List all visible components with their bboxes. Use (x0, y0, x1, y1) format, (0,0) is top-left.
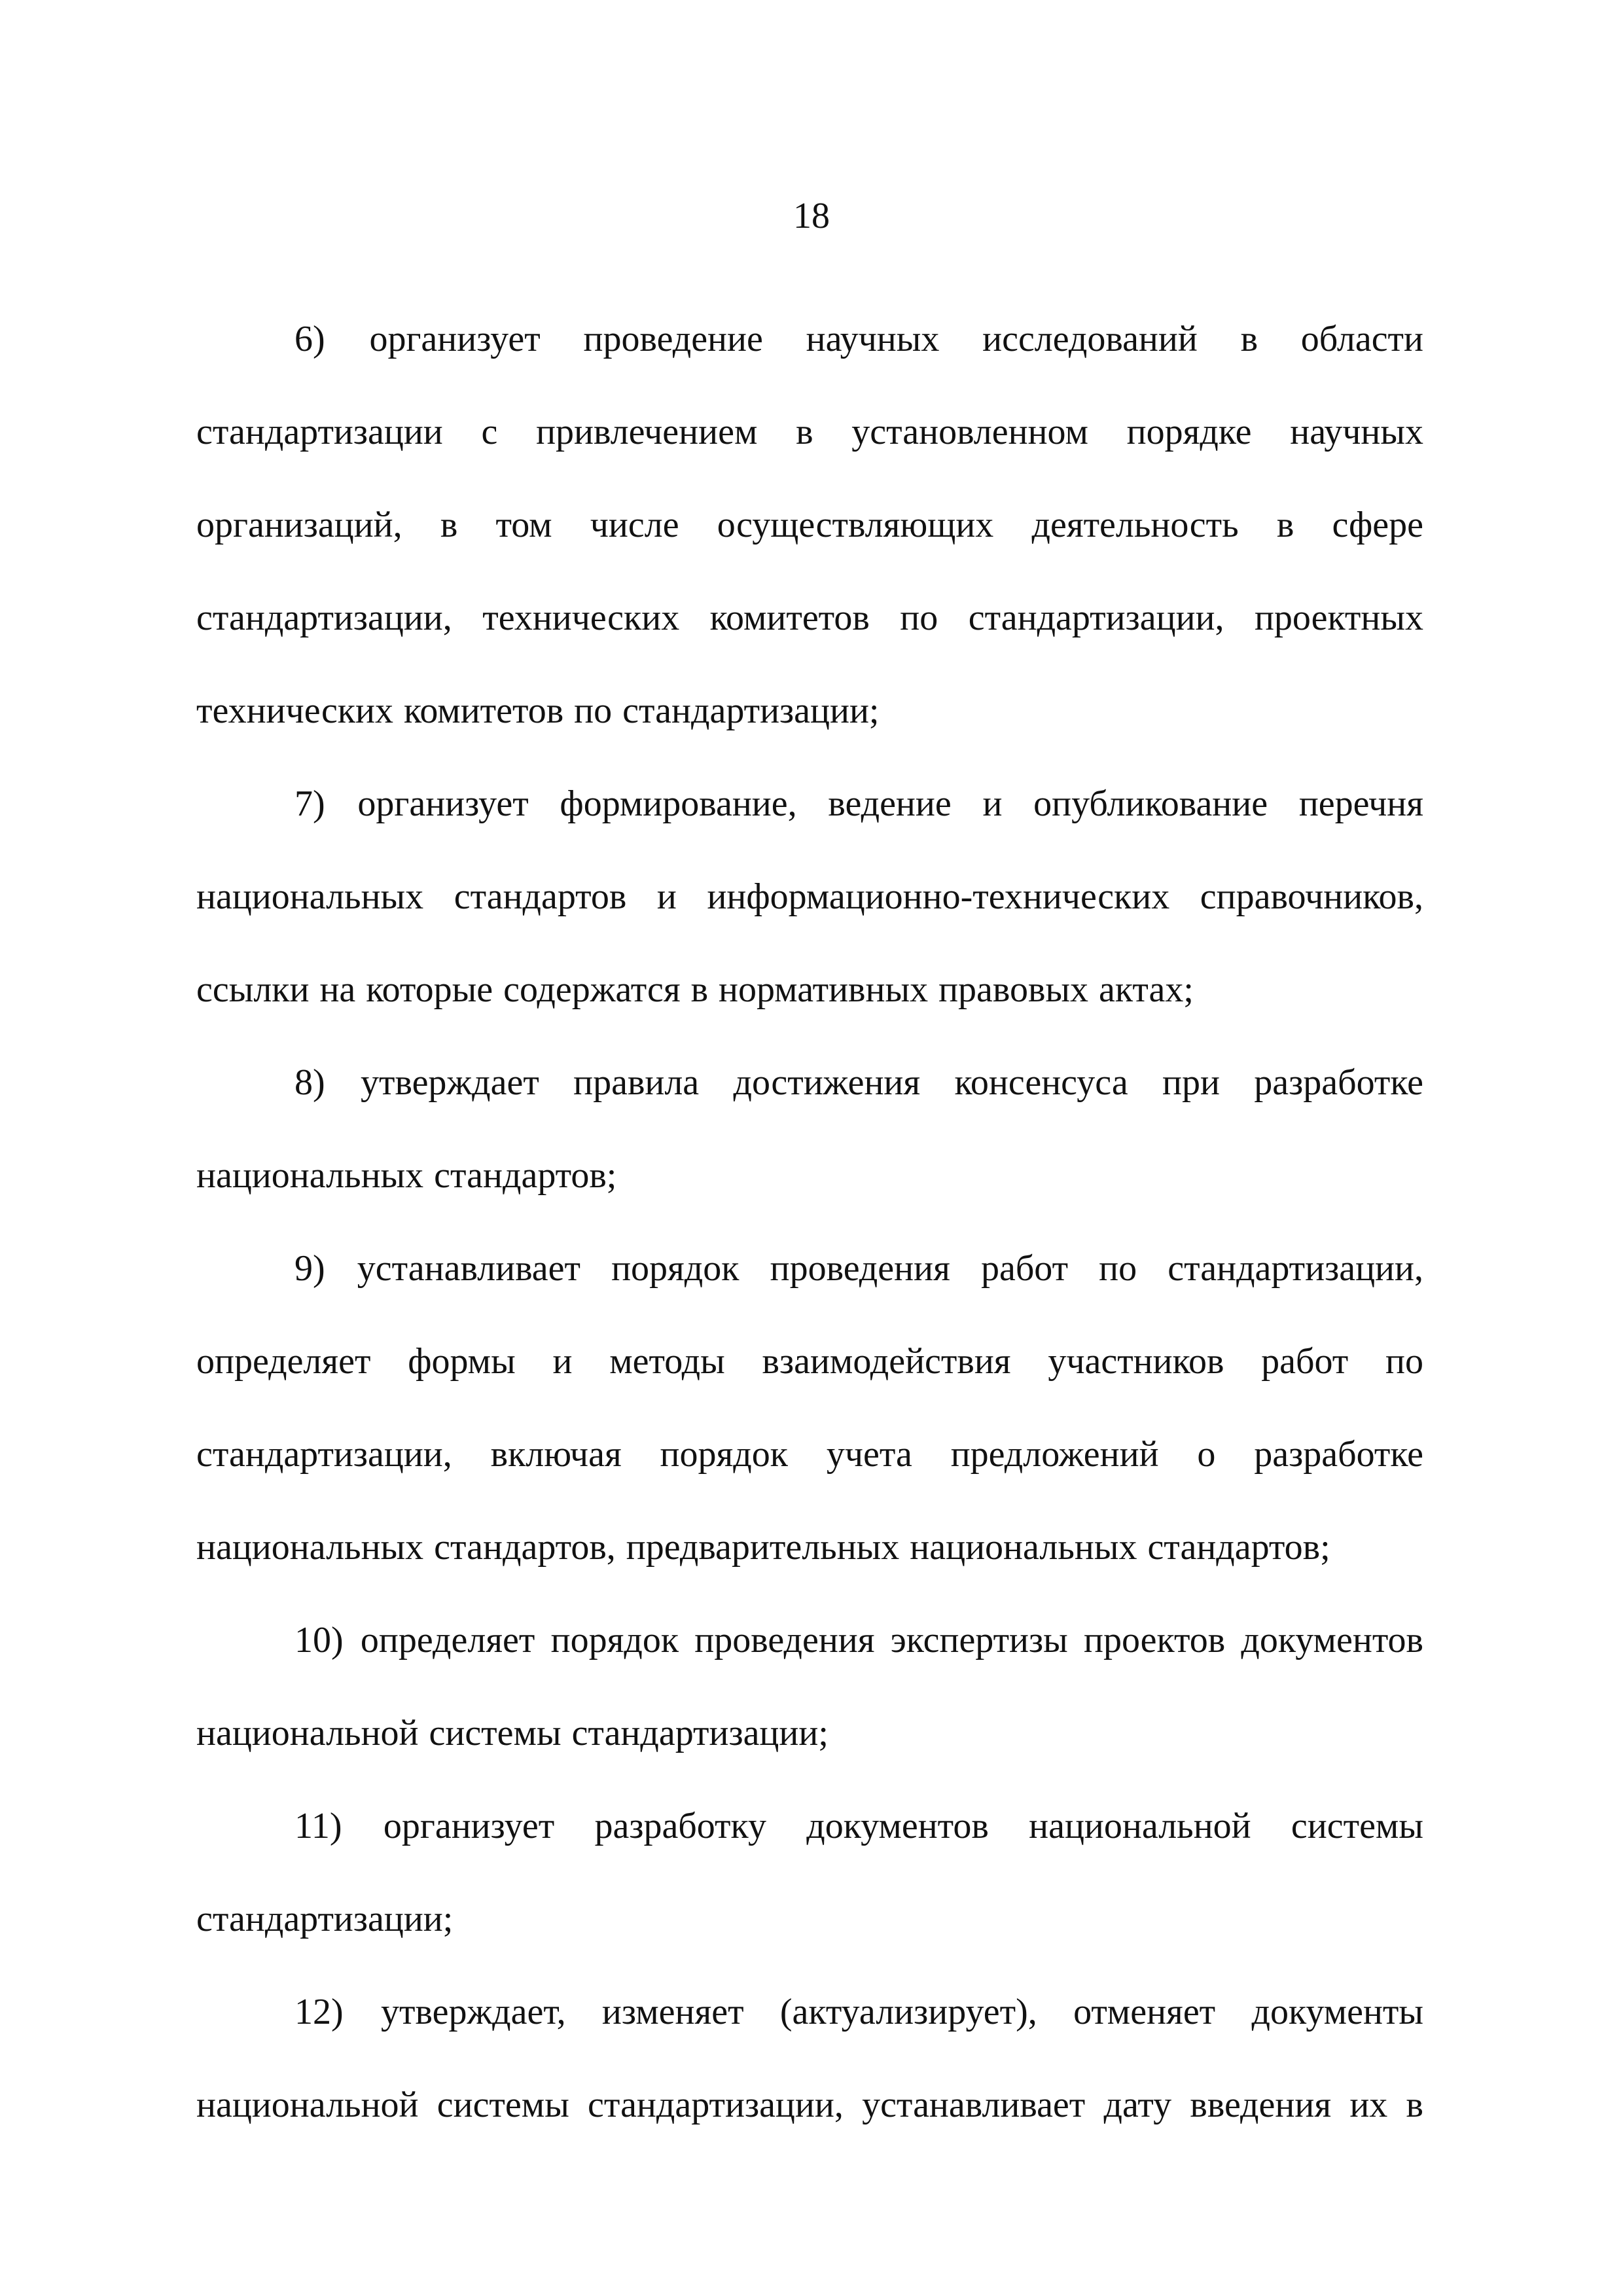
list-item-12 (196, 1965, 1423, 2151)
item-text: определяет порядок проведения экспертизы проектов документов национальной системы стандартизации; (196, 1620, 1423, 1753)
item-number: 12) (294, 1992, 344, 2032)
item-text: устанавливает порядок проведения работ по стандартизации, определяет формы и методы взаимодействия участников работ по стандартизации, включая порядок учета предложений о разработке национальных стандартов, предварительных национальных стандартов; (196, 1248, 1423, 1568)
list-item-7 (196, 757, 1423, 1036)
item-number: 11) (294, 1806, 342, 1846)
item-number: 8) (294, 1062, 325, 1103)
item-number: 10) (294, 1620, 344, 1660)
list-item-10 (196, 1594, 1423, 1780)
document-body (196, 293, 1423, 2151)
list-item-6 (196, 293, 1423, 757)
list-item-11 (196, 1780, 1423, 1965)
item-number: 7) (294, 783, 325, 824)
item-text: утверждает, изменяет (актуализирует), отменяет документы национальной системы стандартизации, устанавливает дату введения их в (196, 1992, 1424, 2125)
list-item-9 (196, 1222, 1423, 1594)
item-text: организует разработку документов национальной системы стандартизации; (196, 1806, 1423, 1939)
item-text: организует формирование, ведение и опубликование перечня национальных стандартов и информационно-технических справочников, ссылки на которые содержатся в нормативных правовых актах; (196, 783, 1424, 1010)
item-text: утверждает правила достижения консенсуса при разработке национальных стандартов; (196, 1062, 1424, 1196)
item-number: 9) (294, 1248, 325, 1289)
item-number: 6) (294, 319, 325, 359)
page-number: 18 (793, 196, 830, 236)
list-item-8 (196, 1036, 1423, 1222)
item-text: организует проведение научных исследований в области стандартизации с привлечением в установленном порядке научных организаций, в том числе осуществляющих деятельность в сфере стандартизации, технических комитетов по стандартизации, проектных технических комитетов по стандартизации; (196, 319, 1424, 731)
